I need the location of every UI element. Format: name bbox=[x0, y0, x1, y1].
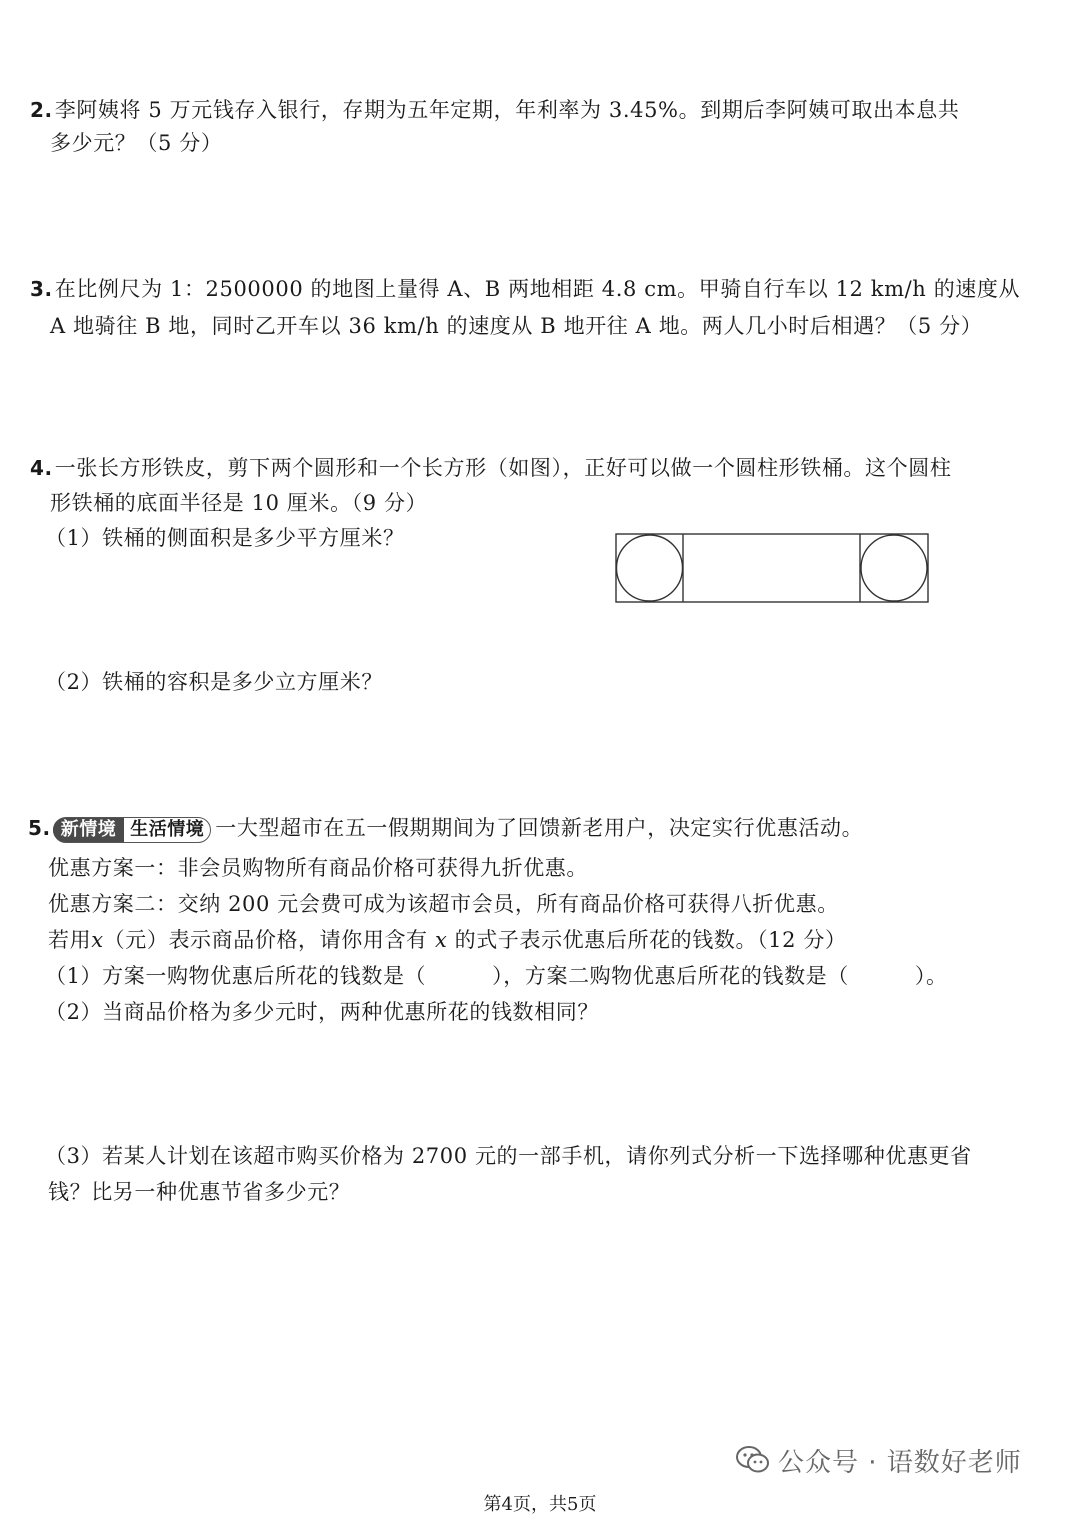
question-5-sub-3-line-2: 钱？比另一种优惠节省多少元？ bbox=[48, 1180, 351, 1204]
question-5-sub-1 bbox=[45, 960, 948, 992]
watermark-text: 公众号 · 语数好老师 bbox=[778, 1447, 1022, 1478]
hint-text: 若用 bbox=[48, 928, 92, 952]
question-5-plan-1: 优惠方案一：非会员购物所有商品价格可获得九折优惠。 bbox=[48, 856, 588, 880]
left-circle bbox=[617, 535, 683, 601]
sheet-diagram bbox=[615, 533, 931, 609]
sub-text: ），方案二购物优惠后所花的钱数是（ bbox=[492, 964, 849, 988]
cylinder-net-figure bbox=[615, 533, 931, 605]
question-2-line-2: 多少元？（5 分） bbox=[50, 131, 223, 155]
wechat-icon bbox=[736, 1445, 770, 1475]
variable-x: x bbox=[91, 928, 104, 952]
question-5-sub-2: （2）当商品价格为多少元时，两种优惠所花的钱数相同？ bbox=[45, 1000, 599, 1024]
hint-text: 的式子表示优惠后所花的钱数。（12 分） bbox=[454, 928, 847, 952]
question-number: 4. bbox=[30, 456, 53, 480]
sub-text: （1）方案一购物优惠后所花的钱数是（ bbox=[45, 964, 427, 988]
sheet-outline bbox=[616, 534, 928, 602]
page-number: 第4页，共5页 bbox=[483, 1494, 597, 1515]
new-context-tag: 新情境 bbox=[53, 818, 125, 842]
question-3-line-2: A 地骑往 B 地，同时乙开车以 36 km/h 的速度从 B 地开往 A 地。两人几小时后相遇？（5 分） bbox=[50, 314, 983, 338]
question-4-line-2: 形铁桶的底面半径是 10 厘米。（9 分） bbox=[50, 491, 428, 515]
question-2-line-1 bbox=[30, 94, 959, 126]
variable-x: x bbox=[434, 928, 448, 952]
question-number: 2. bbox=[30, 98, 53, 122]
question-5-plan-2: 优惠方案二：交纳 200 元会费可成为该超市会员，所有商品价格可获得八折优惠。 bbox=[48, 892, 839, 916]
question-3-line-1 bbox=[30, 273, 1020, 305]
question-5-hint bbox=[48, 924, 847, 956]
question-4-line-1 bbox=[30, 452, 951, 484]
question-text: 一大型超市在五一假期期间为了回馈新老用户，决定实行优惠活动。 bbox=[215, 816, 864, 840]
life-context-tag: 生活情境 bbox=[130, 818, 205, 840]
sub-text: ）。 bbox=[914, 964, 948, 988]
hint-text: （元）表示商品价格，请你用含有 bbox=[103, 928, 428, 952]
question-4-sub-1: （1）铁桶的侧面积是多少平方厘米？ bbox=[45, 526, 405, 550]
question-text: 李阿姨将 5 万元钱存入银行，存期为五年定期，年利率为 3.45%。到期后李阿姨可取出本息共 bbox=[54, 98, 960, 122]
question-4-sub-2: （2）铁桶的容积是多少立方厘米？ bbox=[45, 670, 383, 694]
watermark bbox=[736, 1440, 1022, 1480]
question-text: 在比例尺为 1：2500000 的地图上量得 A、B 两地相距 4.8 cm。甲骑自行车以 12 km/h 的速度从 bbox=[54, 277, 1021, 301]
question-5-sub-3-line-1: （3）若某人计划在该超市购买价格为 2700 元的一部手机，请你列式分析一下选择哪种优惠更省 bbox=[45, 1144, 972, 1168]
right-circle bbox=[861, 535, 927, 601]
context-tag bbox=[53, 817, 212, 843]
question-text: 一张长方形铁皮，剪下两个圆形和一个长方形（如图），正好可以做一个圆柱形铁桶。这个圆柱 bbox=[54, 456, 952, 480]
question-number: 5. bbox=[28, 816, 51, 840]
question-5-line-1 bbox=[28, 812, 863, 844]
question-number: 3. bbox=[30, 277, 53, 301]
